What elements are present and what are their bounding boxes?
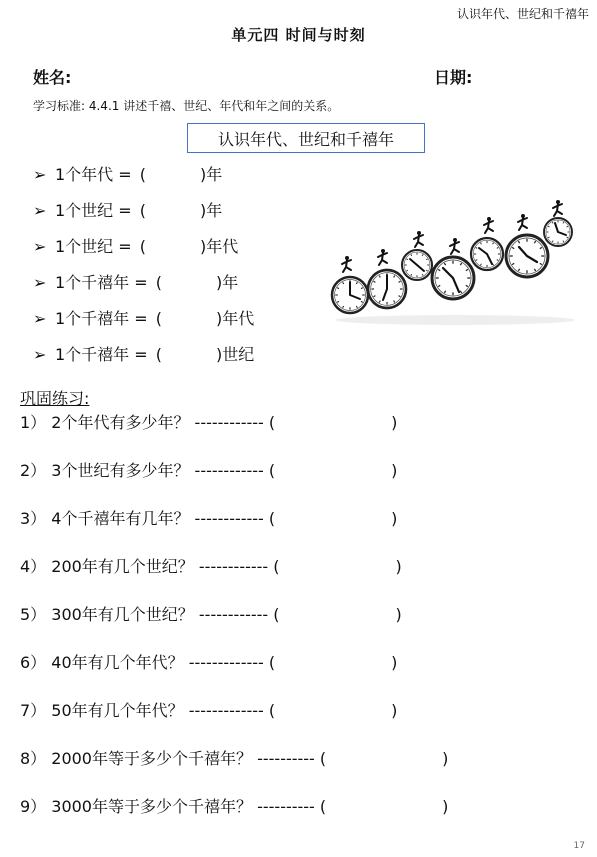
answer-open-paren: (: [319, 749, 327, 768]
close-paren: ): [215, 273, 223, 292]
answer-close-paren: ): [391, 461, 398, 480]
fact-row: [33, 198, 222, 218]
open-paren: (: [139, 237, 146, 256]
clock-icon: [432, 257, 474, 299]
question-row: [20, 554, 402, 577]
fact-expression: 1个千禧年 =: [55, 273, 148, 292]
answer-open-paren: (: [268, 701, 276, 720]
answer-open-paren: (: [268, 653, 276, 672]
question-text: 1） 2个年代有多少年？: [20, 413, 190, 432]
dash-line: -------------: [188, 653, 264, 672]
fact-expression: 1个世纪 =: [55, 237, 132, 256]
question-text: 3） 4个千禧年有几年？: [20, 509, 190, 528]
clock-icon: [368, 270, 406, 308]
dash-line: ------------: [198, 605, 269, 624]
open-paren: (: [139, 165, 146, 184]
fact-unit: 年: [206, 165, 223, 184]
fact-row: [33, 342, 254, 362]
answer-close-paren: ): [442, 749, 449, 768]
open-paren: (: [155, 273, 162, 292]
question-row: [20, 458, 397, 481]
bullet-arrow-icon: ➢: [33, 165, 47, 184]
runner-icon: [484, 217, 493, 233]
fact-unit: 年代: [222, 309, 255, 328]
header-topic-tag: 认识年代、世纪和千禧年: [456, 7, 589, 21]
fact-unit: 年: [206, 201, 223, 220]
answer-close-paren: ): [391, 509, 398, 528]
dash-line: ------------: [198, 557, 269, 576]
fact-expression: 1个年代 =: [55, 165, 132, 184]
practice-heading: 巩固练习:: [20, 389, 90, 408]
close-paren: ): [215, 345, 223, 364]
clock-icon: [332, 277, 368, 313]
question-text: 7） 50年有几个年代？: [20, 701, 184, 720]
question-text: 6） 40年有几个年代？: [20, 653, 184, 672]
fact-unit: 年代: [206, 237, 239, 256]
answer-close-paren: ): [442, 797, 449, 816]
dash-line: ----------: [257, 749, 315, 768]
runner-icon: [450, 238, 459, 254]
clock-icon: [544, 218, 572, 246]
dash-line: ------------: [194, 461, 264, 480]
page-title: 单元四 时间与时刻: [231, 26, 366, 44]
dash-line: ------------: [194, 413, 264, 432]
running-clocks-illustration: [325, 192, 580, 332]
bullet-arrow-icon: ➢: [33, 237, 47, 256]
fact-row: [33, 306, 254, 326]
page-number: 17: [573, 841, 585, 851]
question-row: [20, 506, 397, 529]
topic-box-text: 认识年代、世纪和千禧年: [217, 129, 394, 149]
open-paren: (: [139, 201, 146, 220]
answer-close-paren: ): [391, 653, 398, 672]
open-paren: (: [155, 309, 162, 328]
dash-line: ----------: [257, 797, 315, 816]
answer-open-paren: (: [268, 509, 276, 528]
answer-open-paren: (: [319, 797, 327, 816]
question-row: [20, 794, 448, 817]
answer-close-paren: ): [395, 605, 402, 624]
question-row: [20, 746, 448, 769]
question-row: [20, 698, 397, 721]
close-paren: ): [199, 201, 207, 220]
fact-row: [33, 270, 238, 290]
close-paren: ): [215, 309, 223, 328]
question-row: [20, 410, 397, 433]
question-row: [20, 602, 402, 625]
question-row: [20, 650, 397, 673]
clock-icon: [402, 250, 432, 280]
fact-row: [33, 234, 238, 254]
bullet-arrow-icon: ➢: [33, 201, 47, 220]
answer-close-paren: ): [395, 557, 402, 576]
open-paren: (: [155, 345, 162, 364]
close-paren: ): [199, 237, 207, 256]
bullet-arrow-icon: ➢: [33, 309, 47, 328]
runner-icon: [342, 256, 351, 272]
close-paren: ): [199, 165, 207, 184]
question-text: 9） 3000年等于多少个千禧年？: [20, 797, 252, 816]
runner-icon: [378, 249, 387, 265]
dash-line: -------------: [188, 701, 264, 720]
fact-row: [33, 162, 222, 182]
answer-close-paren: ): [391, 701, 398, 720]
question-text: 4） 200年有几个世纪？: [20, 557, 194, 576]
answer-close-paren: ): [391, 413, 398, 432]
bullet-arrow-icon: ➢: [33, 273, 47, 292]
name-field-label: 姓名:: [33, 68, 72, 87]
clock-icon: [506, 235, 548, 277]
fact-expression: 1个千禧年 =: [55, 345, 148, 364]
answer-open-paren: (: [273, 557, 280, 576]
runner-icon: [518, 214, 527, 230]
question-text: 8） 2000年等于多少个千禧年？: [20, 749, 252, 768]
answer-open-paren: (: [268, 413, 276, 432]
runner-icon: [553, 200, 562, 216]
date-field-label: 日期:: [434, 68, 473, 87]
learning-standard: 学习标准: 4.4.1 讲述千禧、世纪、年代和年之间的关系。: [33, 99, 340, 113]
clock-icon: [471, 238, 503, 270]
fact-expression: 1个千禧年 =: [55, 309, 148, 328]
fact-unit: 世纪: [222, 345, 255, 364]
dash-line: ------------: [194, 509, 264, 528]
question-text: 2） 3个世纪有多少年？: [20, 461, 190, 480]
question-text: 5） 300年有几个世纪？: [20, 605, 194, 624]
answer-open-paren: (: [268, 461, 276, 480]
topic-box: [187, 123, 425, 153]
runner-icon: [414, 231, 423, 247]
fact-expression: 1个世纪 =: [55, 201, 132, 220]
fact-unit: 年: [222, 273, 239, 292]
answer-open-paren: (: [273, 605, 280, 624]
bullet-arrow-icon: ➢: [33, 345, 47, 364]
